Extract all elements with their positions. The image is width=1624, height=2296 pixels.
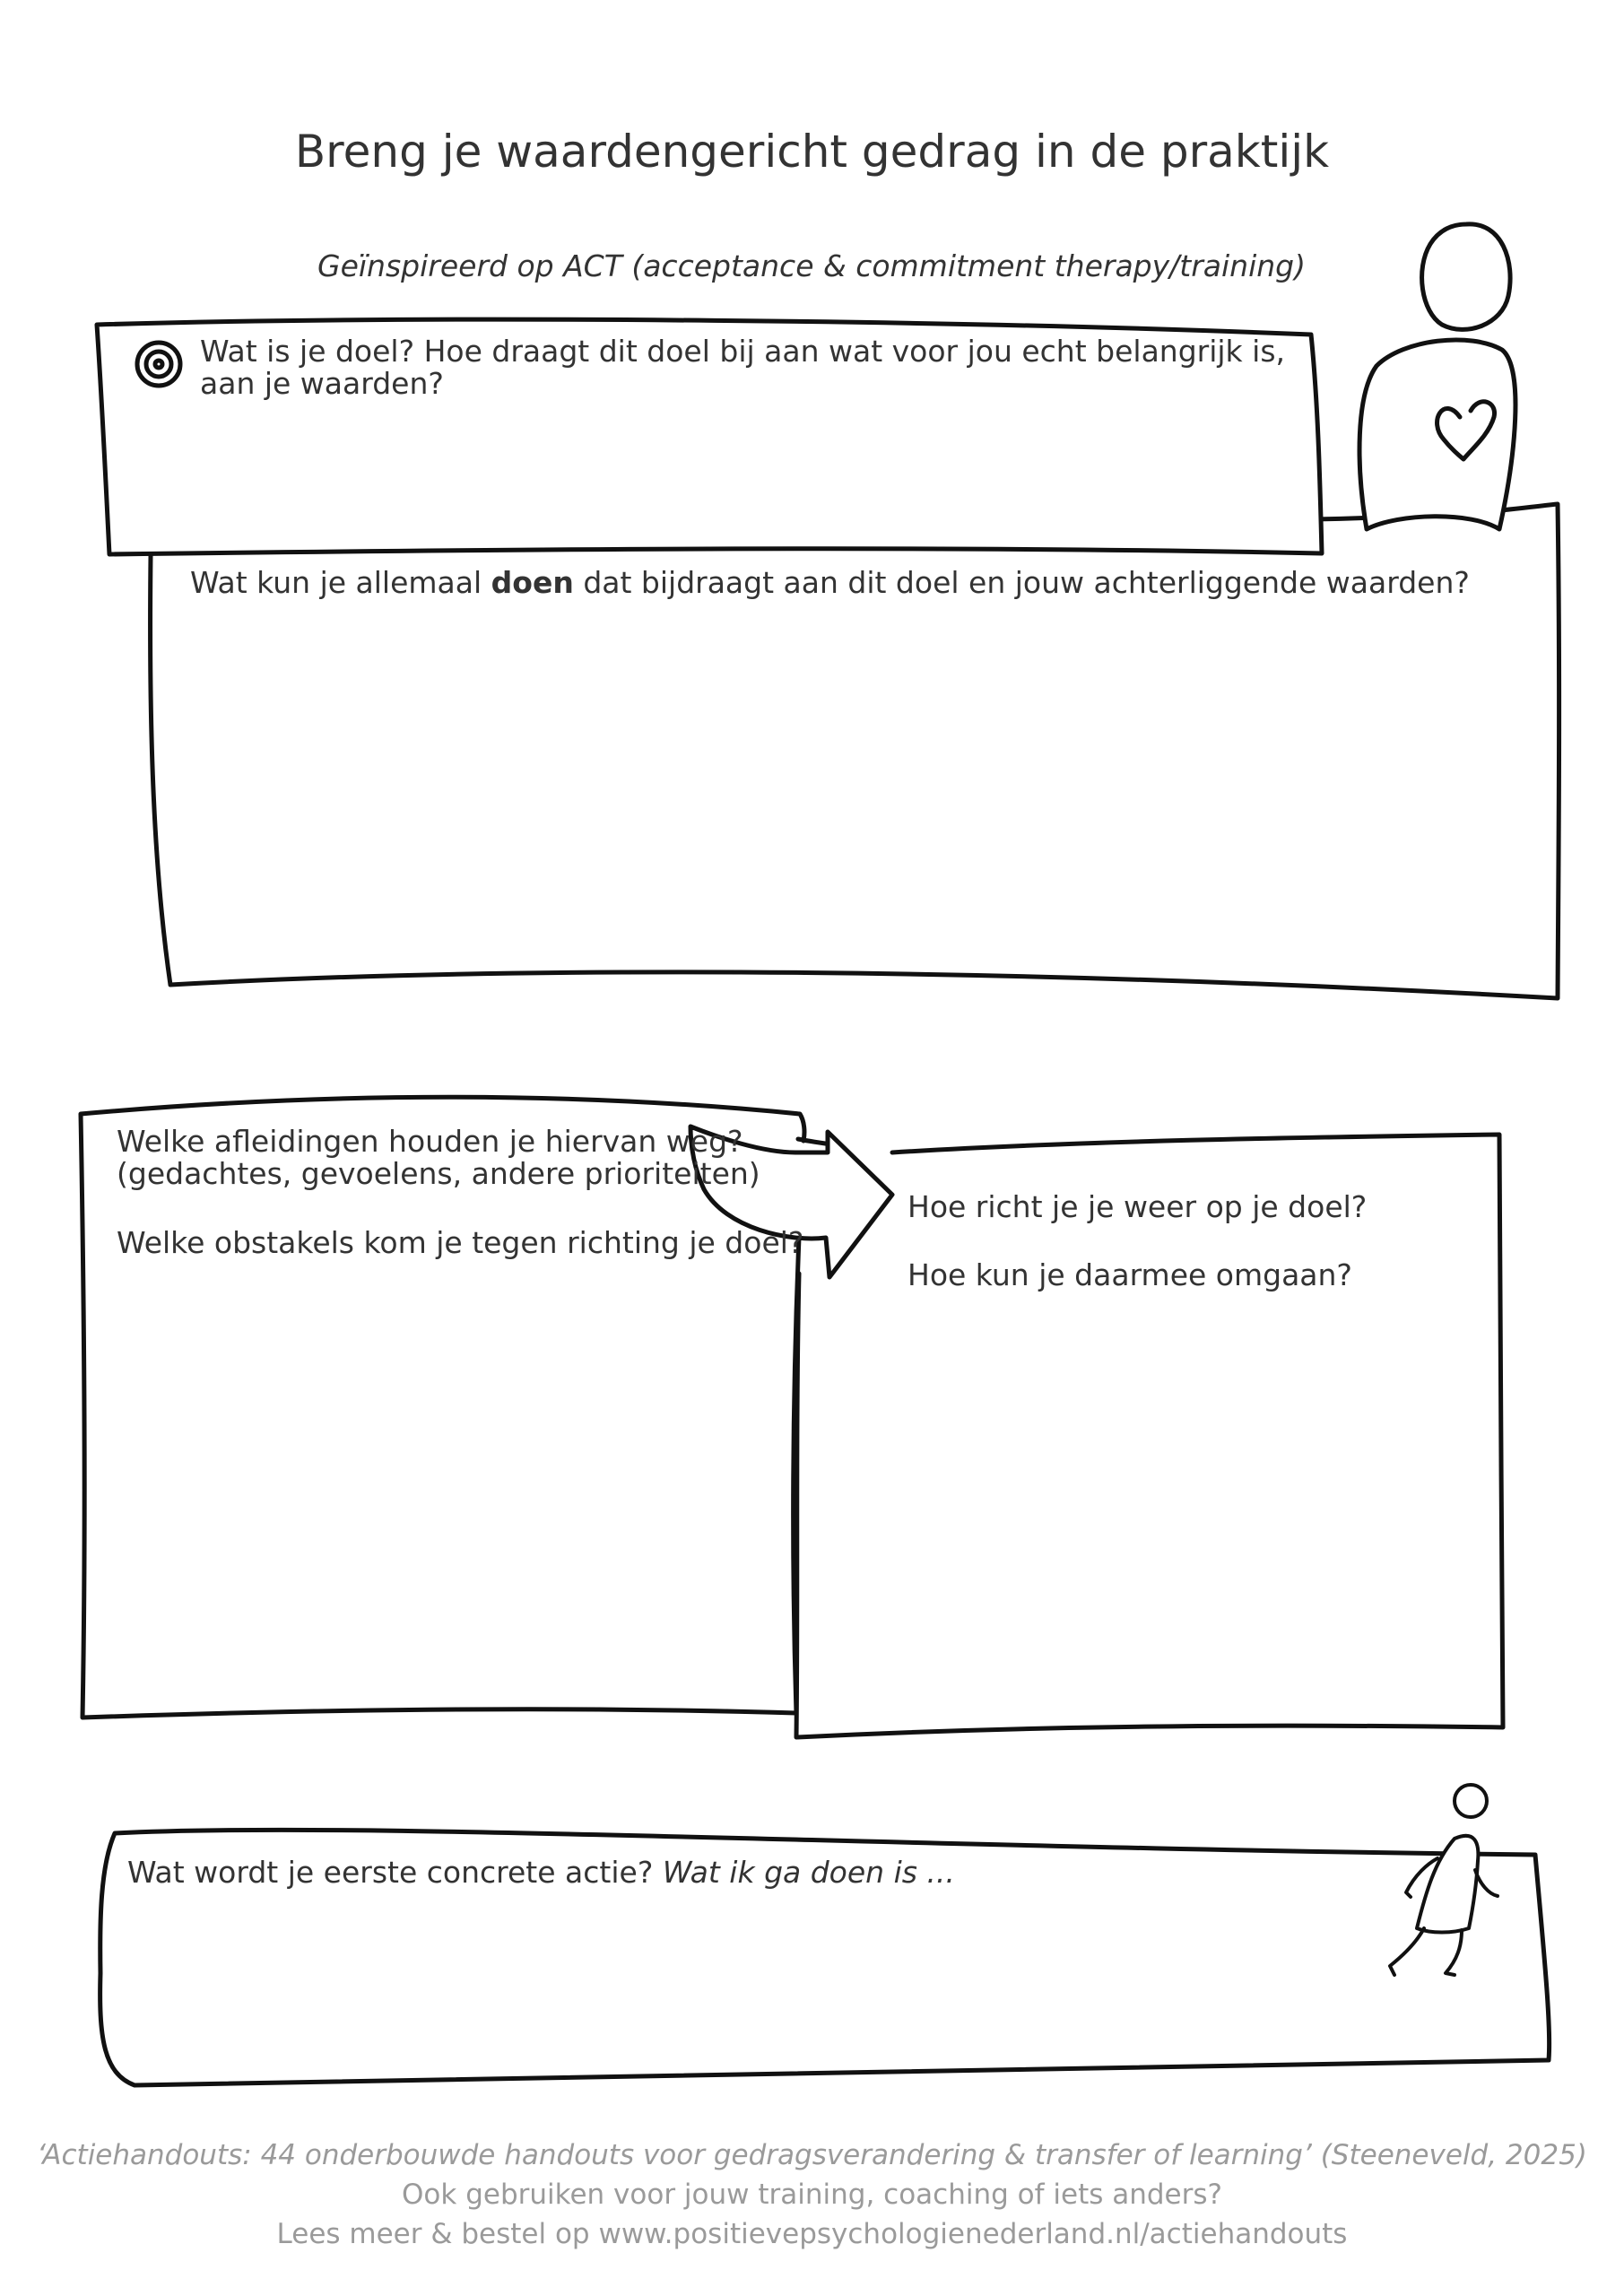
page-title: Breng je waardengericht gedrag in de praktijk	[294, 126, 1330, 178]
obstacles-question: Welke obstakels kom je tegen richting je doel?	[117, 1224, 804, 1260]
footer-cta: Ook gebruiken voor jouw training, coaching of iets anders?	[402, 2179, 1222, 2211]
refocus-questions	[908, 1191, 1446, 1292]
footer-citation: ‘Actiehandouts: 44 onderbouwde handouts voor gedragsverandering & transfer of learning’ (Steeneveld, 2025)	[37, 2139, 1587, 2171]
coping-question: Hoe kun je daarmee omgaan?	[908, 1257, 1352, 1293]
page-subtitle: Geïnspireerd op ACT (acceptance & commitment therapy/training)	[317, 248, 1306, 283]
person-heart-icon	[1359, 224, 1515, 529]
actions-question	[190, 567, 1490, 599]
first-action-prompt: Wat ik ga doen is ...	[662, 1855, 955, 1890]
actions-question-end: dat bijdraagt aan dit doel en jouw achterliggende waarden?	[573, 565, 1470, 600]
actions-question-start: Wat kun je allemaal	[190, 565, 491, 600]
footer-link[interactable]: Lees meer & bestel op www.positievepsychologienederland.nl/actiehandouts	[276, 2218, 1348, 2250]
distractions-question: Welke afleidingen houden je hiervan weg? (gedachtes, gevoelens, andere prioriteiten)	[117, 1124, 760, 1192]
first-action-question	[127, 1857, 1383, 1889]
goal-question: Wat is je doel? Hoe draagt dit doel bij aan wat voor jou echt belangrijk is, aan je waarden?	[200, 334, 1286, 402]
first-action-question-text: Wat wordt je eerste concrete actie?	[127, 1855, 663, 1890]
actions-question-bold: doen	[491, 565, 574, 600]
walking-person-icon	[1390, 1785, 1498, 1975]
distractions-questions	[117, 1126, 807, 1259]
refocus-question: Hoe richt je je weer op je doel?	[908, 1189, 1368, 1224]
